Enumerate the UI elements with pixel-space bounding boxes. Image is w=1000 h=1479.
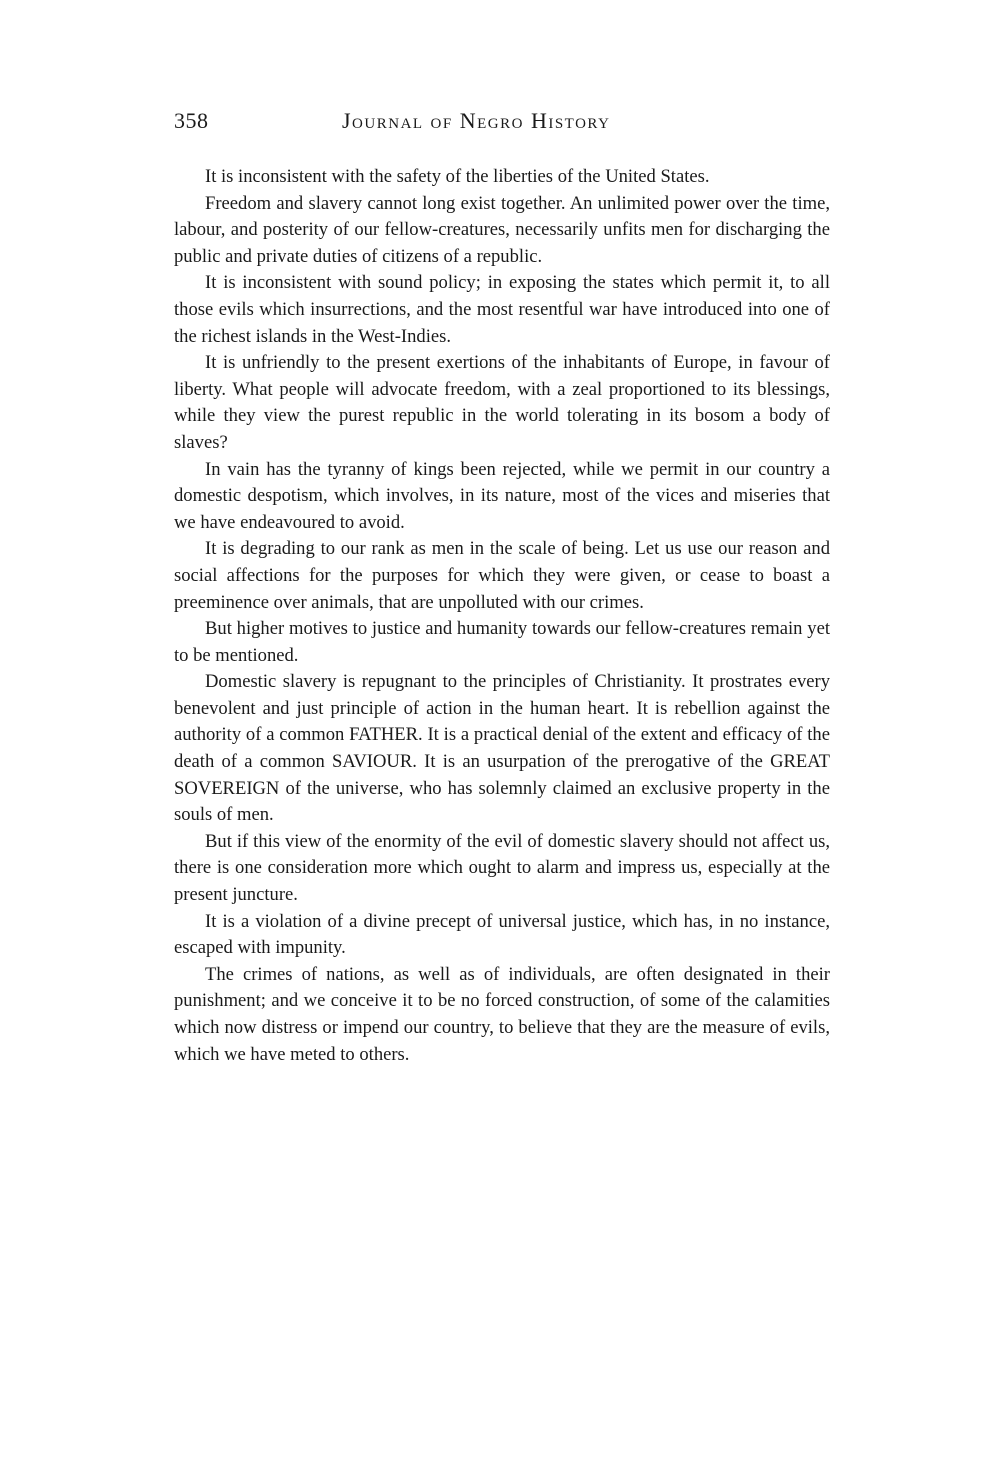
body-text xyxy=(174,164,830,1068)
paragraph-3: It is inconsistent with sound policy; in exposing the states which permit it, to all those evils which insurrections, and the most resentful war have introduced into one of the richest islands in the West-Indies. xyxy=(174,272,830,347)
paragraph-10: It is a violation of a divine precept of universal justice, which has, in no instance, escaped with impunity. xyxy=(174,910,830,959)
paragraph-2: Freedom and slavery cannot long exist together. An unlimited power over the time, labour, and posterity of our fellow-creatures, necessarily unfits men for discharging the public and private duties of citizens of a republic. xyxy=(174,192,830,267)
paragraph-9: But if this view of the enormity of the evil of domestic slavery should not affect us, there is one consideration more which ought to alarm and impress us, especially at the present juncture. xyxy=(174,830,830,906)
paragraph-1: It is inconsistent with the safety of the liberties of the United States. xyxy=(205,166,710,187)
paragraph-5: In vain has the tyranny of kings been rejected, while we permit in our country a domestic despotism, which involves, in its nature, most of the vices and miseries that we have endeavoured to avoid. xyxy=(174,458,830,533)
paragraph-11: The crimes of nations, as well as of individuals, are often designated in their punishment; and we conceive it to be no forced construction, of some of the calamities which now distress or impend our country, to believe that they are the measure of evils, which we have meted to others. xyxy=(174,963,830,1065)
paragraph-7: But higher motives to justice and humanity towards our fellow-creatures remain yet to be mentioned. xyxy=(174,618,830,666)
paragraph-4: It is unfriendly to the present exertions of the inhabitants of Europe, in favour of liberty. What people will advocate freedom, with a zeal proportioned to its blessings, while they view the purest republic in the world tolerating in its bosom a body of slaves? xyxy=(174,352,830,453)
page-number: 358 xyxy=(174,108,209,133)
paragraph-8: Domestic slavery is repugnant to the principles of Christianity. It prostrates every benevolent and just principle of action in the human heart. It is rebellion against the authority of a common FATHER. It is a practical denial of the extent and efficacy of the death of a common SAVIOUR. It is an usurpation of the prerogative of the GREAT SOVEREIGN of the universe, who has solemnly claimed an exclusive property in the souls of men. xyxy=(174,671,830,826)
journal-title: Journal of Negro History xyxy=(342,108,611,133)
paragraph-6: It is degrading to our rank as men in the scale of being. Let us use our reason and social affections for the purposes for which they were given, or cease to boast a preeminence over animals, that are unpolluted with our crimes. xyxy=(174,538,830,613)
running-head xyxy=(174,108,834,144)
